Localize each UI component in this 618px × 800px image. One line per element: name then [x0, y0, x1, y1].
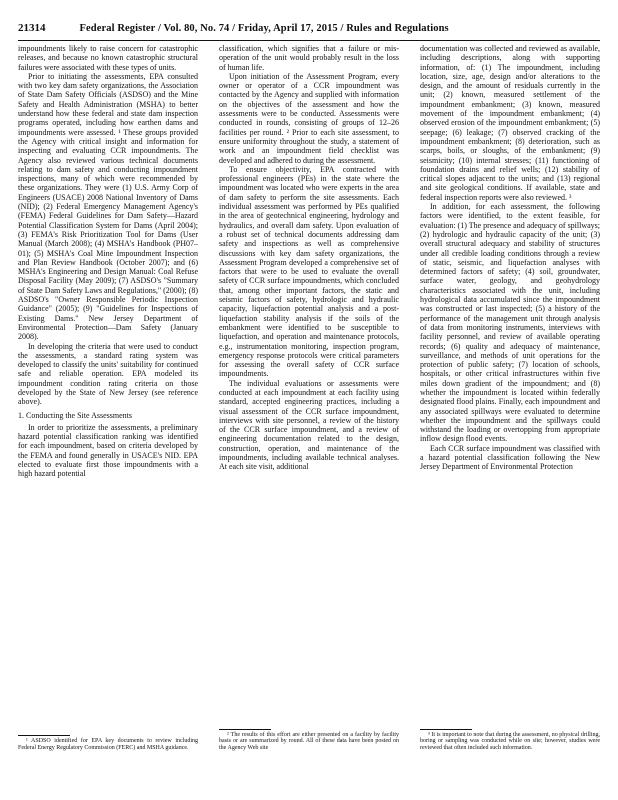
footnote-area: [18, 735, 198, 752]
column-2: [219, 44, 399, 752]
column-1: [18, 44, 198, 752]
footnote: ¹ ASDSO identified for EPA key documents to review including Federal Energy Regulatory Commission (FERC) and MSHA guidance.: [18, 738, 198, 752]
footnote-area: [219, 729, 399, 752]
footnote-rule: [420, 729, 472, 730]
column-3: [420, 44, 600, 752]
paragraph: To ensure objectivity, EPA contracted with professional engineers (PEs) in the state where the impoundment was located who were experts in the area of dam safety to perform the site assessments. Each individual assessment was performed by PEs qualified in the area of geotechnical engineering, hydrology and hydraulics, and overall dam safety. Upon evaluation of a robust set of technical documents addressing dam safety and inspections as well as comprehensive discussions with key dam safety organizations, the Assessment Program developed a comprehensive set of factors that were to be used to evaluate the overall safety of CCR surface impoundments, which concluded that, among other important factors, the static and seismic factors of safety, hydrologic and hydraulic capacity, liquefaction potential analysis and a post-liquefaction stability analysis if the soils of the embankment were identified to be susceptible to liquefaction, and operation and maintenance protocols, e.g., instrumentation monitoring, inspection program, emergency response protocols were critical parameters for assessing the overall safety of CCR surface impoundments.: [219, 164, 399, 379]
paragraph: In addition, for each assessment, the following factors were identified, to the extent feasible, for evaluation: (1) The presence and adequacy of spillways; (2) hydrologic and hydraulic capacity of the unit; (3) overall structural adequacy and stability of structures under all credible loading conditions through a review of static, seismic, and liquefaction analyses with determined factors of safety; (4) soil, groundwater, surface water, geology, and geohydrology characteristics associated with the unit, including hydrological data accumulated since the impoundment was constructed or last inspected; (5) a history of the performance of the management unit through analysis of data from monitoring instruments, interviews with facility personnel, and review of available operating records; (6) quality and adequacy of maintenance, surveillance, and methods of unit operations for the protection of public safety; (7) location of schools, hospitals, or other critical infrastructures within five miles down gradient of the impoundment; and (8) whether the impoundment is located within federally designated flood plains. Finally, each impoundment and any associated spillways were evaluated to determine whether the impoundment and the spillways could withstand the loading or overtopping from appropriate inflow design flood events.: [420, 202, 600, 444]
paragraph: In order to prioritize the assessments, a preliminary hazard potential classification ranking was identified for each impoundment, based on criteria developed by the FEMA and found generally in USACE's NID. EPA elected to evaluate first those impoundments with a high hazard potential: [18, 422, 198, 479]
paragraph: Each CCR surface impoundment was classified with a hazard potential classification following the New Jersey Department of Environmental Protection: [420, 443, 600, 472]
paragraph: Upon initiation of the Assessment Program, every owner or operator of a CCR impoundment was contacted by the Agency and supplied with information on the objectives of the assessment and how the assessments were to be conducted. Assessments were conducted in rounds, consisting of groups of 12–26 facilities per round. ² Prior to each site assessment, to ensure uniformity throughout the study, a statement of work and an impoundment field checklist was developed and adhered to during the assessment.: [219, 71, 399, 165]
paragraph: classification, which signifies that a failure or mis-operation of the unit would probably result in the loss of human life.: [219, 44, 399, 72]
footnote-rule: [18, 735, 70, 736]
running-head: Federal Register / Vol. 80, No. 74 / Friday, April 17, 2015 / Rules and Regulations: [79, 23, 449, 34]
section-heading: 1. Conducting the Site Assessments: [18, 410, 132, 420]
paragraph: documentation was collected and reviewed as available, including descriptions, along with supporting information, of: (1) The impoundment, including location, size, age, design and/or alterations to the design, and the amount of residuals currently in the unit; (2) known, measured settlement of the impoundment embankment; (3) known, measured movement of the impoundment embankment; (4) observed erosion of the impoundment embankment; (5) seepage; (6) leakage; (7) observed cracking of the impoundment embankment; (8) deterioration, such as scarps, boils, or sloughs, of the embankment; (9) seismicity; (10) internal stresses; (11) functioning of foundation drains and relief wells; (12) stability of critical slopes adjacent to the units; and (13) regional and site geological conditions. If available, state and federal inspection reports were also reviewed. ³: [420, 44, 600, 202]
paragraph: Prior to initiating the assessments, EPA consulted with two key dam safety organizations, the Association of State Dam Safety Officials (ASDSO) and the Mine Safety and Health Administration (MSHA) to better understand how these federal and state dam inspection programs operated, including how earthen dams and impoundments were assessed. ¹ These groups provided the Agency with critical insight and information for inspecting and evaluating CCR impoundments. The Agency also reviewed various technical documents relating to dam safety and conducting impoundment inspections, many of which were recommended by these organizations. They were (1) U.S. Army Corp of Engineers (USACE) 2008 National Inventory of Dams (NID); (2) Federal Emergency Management Agency's (FEMA) Federal Guidelines for Dam Safety—Hazard Potential Classification System for Dams (April 2004); (3) FEMA's Risk Prioritization Tool for Dams (User Manual (March 2008); (4) MSHA's Handbook (PH07–01); (5) MSHA's Coal Mine Impoundment Inspection and Plan Review Handbook (October 2007); and (6) MSHA's Engineering and Design Manual: Coal Refuse Disposal Facility (May 2009); (7) ASDSO's "Summary of State Dam Safety Laws and Regulations," (2000); (8) ASDSO's "Owner Responsible Periodic Inspection Guidance" (2005); (9) "Guidelines for Inspections of Existing Dams." New Jersey Department of Environmental Protection—Dam Safety (January 2008).: [18, 71, 198, 342]
page-header: [18, 22, 600, 41]
footnote-area: [420, 729, 600, 752]
footnote: ² The results of this effort are either presented on a facility by facility basis or are summarized by round. All of these data have been posted on the Agency Web site: [219, 731, 399, 752]
page-number: 21314: [18, 22, 46, 34]
paragraph: The individual evaluations or assessments were conducted at each impoundment at each facility using standard, accepted engineering practices, including a visual assessment of the CCR surface impoundment, interviews with site personnel, a review of the history of the CCR surface impoundment, and a review of engineering documentation related to the design, construction, operation, and maintenance of the impoundments, including available technical analyses. At each site visit, additional: [219, 378, 399, 472]
footnote: ³ It is important to note that during the assessment, no physical drilling, boring or sampling was conducted while on site; however, studies were reviewed that often included such information.: [420, 731, 600, 752]
paragraph: impoundments likely to raise concern for catastrophic releases, and because no known catastrophic structural failures were associated with these types of units.: [18, 44, 198, 72]
text-columns: [18, 44, 600, 752]
paragraph: In developing the criteria that were used to conduct the assessments, a standard rating system was developed to classify the units' suitability for continued safe and reliable operation. EPA modeled its impoundment condition rating criteria on those developed by the State of New Jersey (see reference above).: [18, 341, 198, 407]
footnote-rule: [219, 729, 271, 730]
